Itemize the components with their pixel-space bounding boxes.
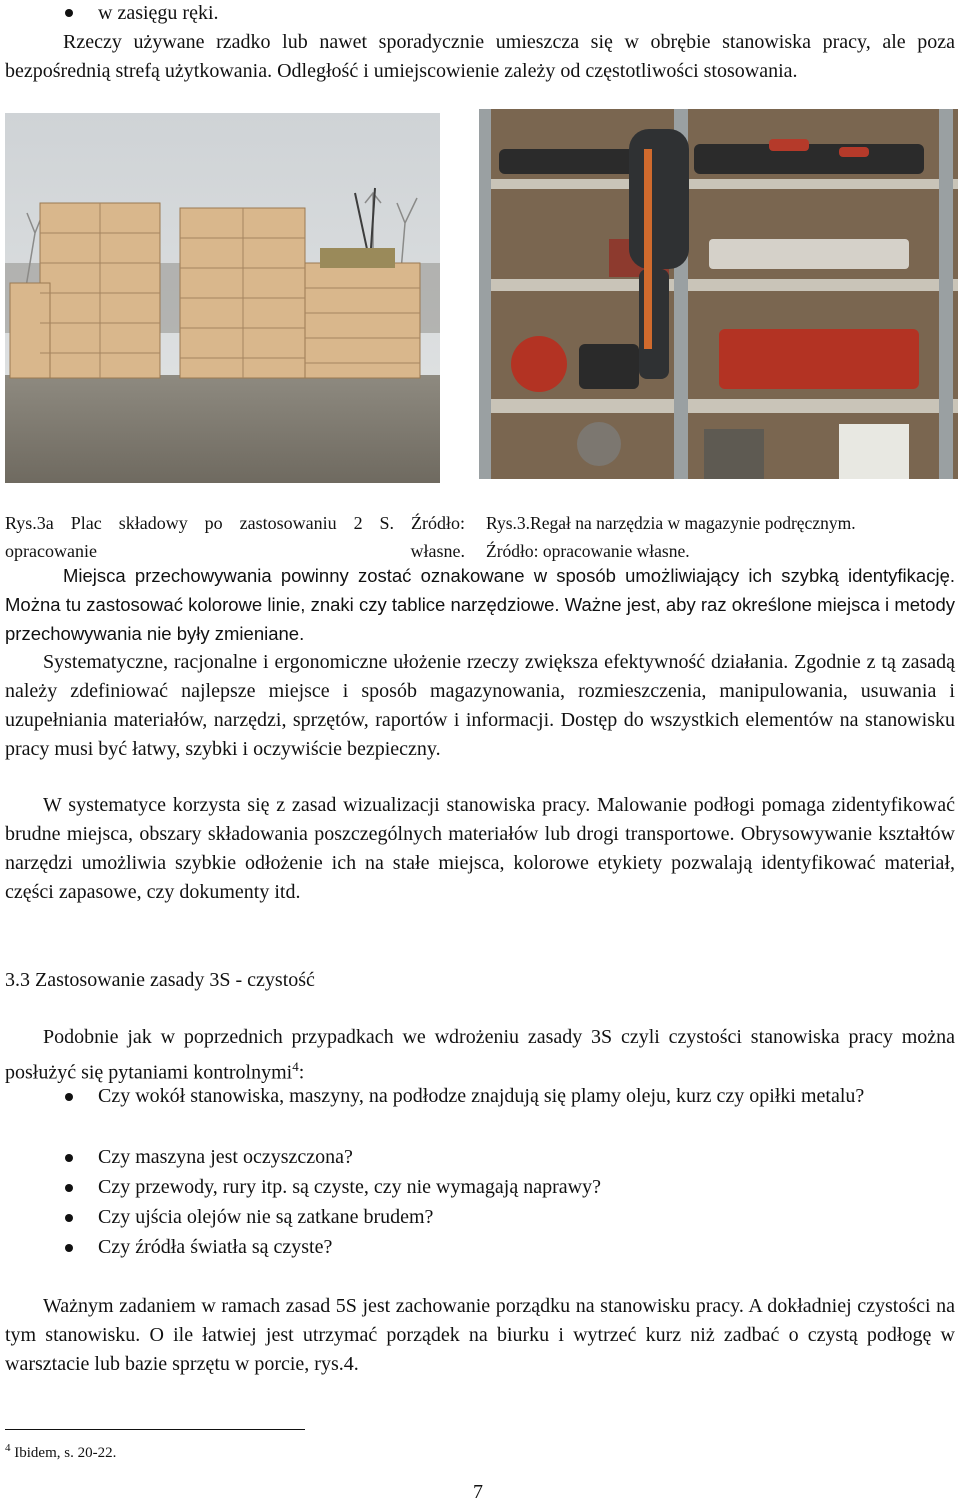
figure-caption-right-line2: Źródło: opracowanie własne. [486, 541, 690, 561]
bullet-icon [65, 1093, 73, 1101]
list-item [0, 1143, 960, 1173]
bullet-icon [65, 9, 73, 17]
identification-paragraph: Miejsca przechowywania powinny zostać oznakowane w sposób umożliwiający ich szybką identyfikację. Można tu zastosować kolorowe linie, znaki czy tablice narzędziowe. Ważne jest, aby raz określone miejsca i metody przechowywania nie były zmieniane. [5, 565, 955, 644]
question-text: Czy źródła światła są czyste? [98, 1236, 333, 1258]
final-paragraph: Ważnym zadaniem w ramach zasad 5S jest zachowanie porządku na stanowisku pracy. A dokładniej czystości na tym stanowisku. O ile łatwiej jest utrzymać porządek na biurku i wytrzeć kurz niż zadbać o czystą podłogę w warsztacie lub bazie sprzętu w porcie, rys.4. [5, 1295, 955, 1375]
figure-caption-left: Rys.3a Plac składowy po zastosowaniu 2 S. Źródło: opracowanie własne. [5, 513, 465, 561]
footnote [5, 1438, 116, 1463]
footnote-ref[interactable]: 4 [292, 1059, 299, 1074]
lumber-yard-photo [5, 113, 440, 483]
footnote-number: 4 [5, 1442, 11, 1454]
visualisation-paragraph: W systematyce korzysta się z zasad wizualizacji stanowiska pracy. Malowanie podłogi pomaga zidentyfikować brudne miejsca, obszary składowania poszczególnych materiałów lub drogi transportowe. Obrysowywanie kształtów narzędzi umożliwia szybkie odłożenie ich na stałe miejsca, kolorowe etykiety pozwalają identyfikować materiał, części zapasowe, czy dokumenty itd. [5, 794, 955, 903]
bullet-icon [65, 1184, 73, 1192]
question-text: Czy maszyna jest oczyszczona? [98, 1146, 353, 1168]
top-bullet-text: w zasięgu ręki. [98, 2, 219, 24]
question-text: Czy przewody, rury itp. są czyste, czy nie wymagają naprawy? [98, 1176, 601, 1198]
figure-caption-right-line1: Rys.3.Regał na narzędzia w magazynie podręcznym. [486, 513, 856, 533]
list-item [0, 1233, 960, 1263]
question-text: Czy ujścia olejów nie są zatkane brudem? [98, 1206, 434, 1228]
footnote-text: Ibidem, s. 20-22. [14, 1445, 117, 1461]
list-item [0, 1082, 960, 1142]
footnote-separator [5, 1429, 305, 1430]
bullet-icon [65, 1214, 73, 1222]
cleanliness-paragraph-colon: : [298, 1061, 305, 1084]
intro-paragraph: Rzeczy używane rzadko lub nawet sporadycznie umieszcza się w obrębie stanowiska pracy, ale poza bezpośrednią strefą użytkowania. Odległość i umiejscowienie zależy od częstotliwości stosowania. [5, 31, 955, 82]
bullet-icon [65, 1244, 73, 1252]
bullet-icon [65, 1154, 73, 1162]
question-text: Czy wokół stanowiska, maszyny, na podłodze znajdują się plamy oleju, kurz czy opiłki metalu? [98, 1085, 865, 1107]
tool-shelf-photo [479, 109, 958, 479]
cleanliness-paragraph [5, 1023, 955, 1088]
systematic-paragraph [5, 648, 955, 764]
section-heading: 3.3 Zastosowanie zasady 3S - czystość [5, 969, 315, 991]
list-item [0, 1173, 960, 1203]
page-number: 7 [473, 1481, 483, 1503]
systematic-paragraph-text: Systematyczne, racjonalne i ergonomiczne ułożenie rzeczy zwiększa efektywność działania. Zgodnie z tą zasadą należy zdefiniować najlepsze miejsce i sposób magazynowania, rozmieszczenia, manipulowania, usuwania i uzupełniania materiałów, narzędzi, sprzętów, raportów i informacji. Dostęp do wszystkich elementów na stanowisku pracy musi być łatwy, szybki i oczywiście bezpieczny. [5, 651, 955, 760]
list-item [0, 1203, 960, 1233]
cleanliness-paragraph-text: Podobnie jak w poprzednich przypadkach we wdrożeniu zasady 3S czyli czystości stanowiska pracy można posłużyć się pytaniami kontrolnymi [5, 1026, 955, 1084]
